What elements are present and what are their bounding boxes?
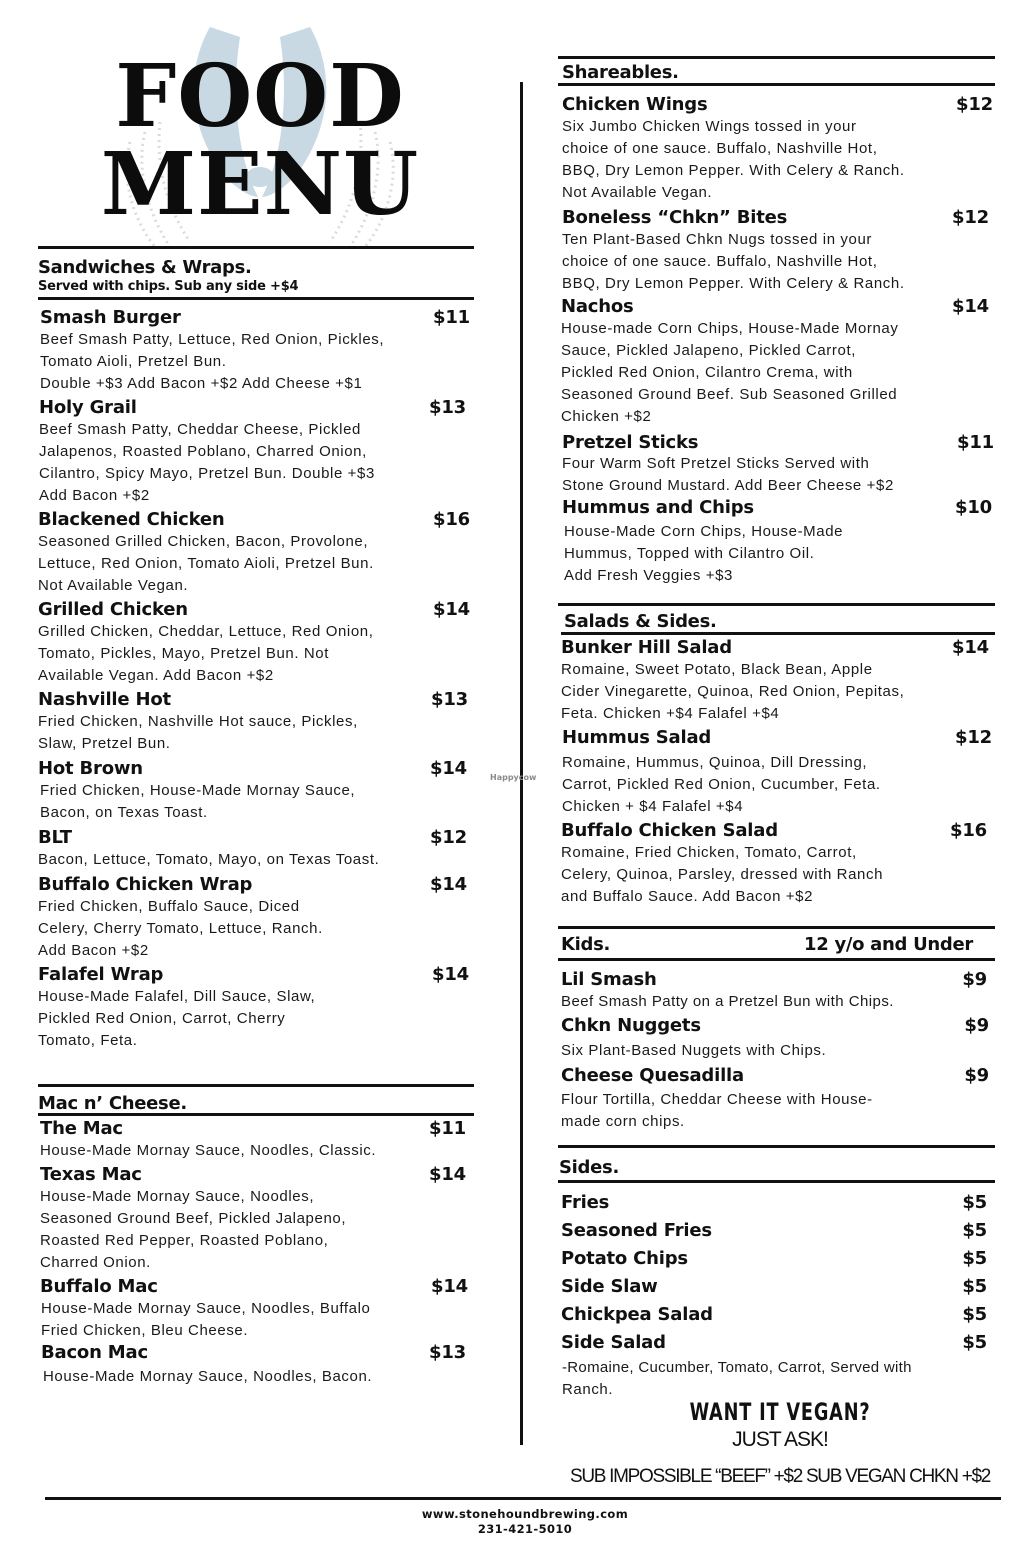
item-name: Cheese Quesadilla <box>561 1065 744 1086</box>
item-price: $14 <box>952 637 989 658</box>
item-desc: and Buffalo Sauce. Add Bacon +$2 <box>561 888 814 905</box>
item-price: $14 <box>430 874 467 895</box>
item-desc: Slaw, Pretzel Bun. <box>38 735 171 752</box>
section-title: Sides. <box>559 1157 619 1178</box>
section-title: Kids. <box>561 934 611 955</box>
section-rule <box>558 603 995 606</box>
item-price: $10 <box>955 497 992 518</box>
item-price: $9 <box>962 969 987 990</box>
item-desc: Six Jumbo Chicken Wings tossed in your <box>562 118 857 135</box>
watermark: Happycow <box>490 773 537 782</box>
section-title: Shareables. <box>562 62 679 83</box>
item-name: The Mac <box>40 1118 123 1139</box>
menu-item-fries <box>561 1189 995 1217</box>
item-desc: Chicken +$2 <box>561 408 652 425</box>
item-price: $11 <box>433 307 470 328</box>
item-desc: Celery, Cherry Tomato, Lettuce, Ranch. <box>38 920 323 937</box>
menu-hero <box>90 22 430 252</box>
item-desc: choice of one sauce. Buffalo, Nashville Hot, <box>562 253 878 270</box>
item-name: Lil Smash <box>561 969 657 990</box>
item-price: $14 <box>952 296 989 317</box>
item-desc: House-Made Mornay Sauce, Noodles, Classic. <box>40 1142 377 1159</box>
menu-item-bacon-mac <box>38 1342 474 1388</box>
section-kids <box>558 926 995 1148</box>
menu-item-side-slaw <box>561 1273 995 1301</box>
section-rule <box>38 1084 474 1087</box>
item-price: $9 <box>964 1015 989 1036</box>
menu-item-cheese-quesadilla <box>558 1065 995 1133</box>
item-desc: -Romaine, Cucumber, Tomato, Carrot, Served with <box>562 1359 912 1376</box>
item-price: $16 <box>950 820 987 841</box>
item-desc: Available Vegan. Add Bacon +$2 <box>38 667 274 684</box>
item-price: $12 <box>952 207 989 228</box>
item-name: Bacon Mac <box>41 1342 148 1363</box>
item-desc: Chicken + $4 Falafel +$4 <box>562 798 744 815</box>
item-desc: Bacon, Lettuce, Tomato, Mayo, on Texas Toast. <box>38 851 380 868</box>
item-name: Texas Mac <box>40 1164 142 1185</box>
item-price: $14 <box>430 758 467 779</box>
menu-item-blt <box>38 827 474 871</box>
item-desc: Ranch. <box>562 1381 614 1398</box>
item-desc: Tomato, Feta. <box>38 1032 138 1049</box>
item-desc: Not Available Vegan. <box>38 577 189 594</box>
item-name: Bunker Hill Salad <box>561 637 732 658</box>
footer <box>380 1507 670 1537</box>
item-price: $16 <box>433 509 470 530</box>
item-desc: Bacon, on Texas Toast. <box>40 804 208 821</box>
item-desc: Fried Chicken, Buffalo Sauce, Diced <box>38 898 300 915</box>
section-title: Salads & Sides. <box>564 611 717 632</box>
menu-item-grilled-chicken <box>38 599 474 687</box>
section-sandwiches-wraps <box>38 246 474 1052</box>
item-name: Buffalo Chicken Wrap <box>38 874 253 895</box>
item-name: Side Salad <box>561 1332 666 1353</box>
item-desc: Tomato Aioli, Pretzel Bun. <box>40 353 227 370</box>
item-name: Chicken Wings <box>562 94 708 115</box>
section-mac-n-cheese <box>38 1084 474 1388</box>
item-desc: Beef Smash Patty on a Pretzel Bun with Chips. <box>561 993 894 1010</box>
item-desc: Fried Chicken, Nashville Hot sauce, Pickles, <box>38 713 358 730</box>
item-desc: House-Made Mornay Sauce, Noodles, Bacon. <box>43 1368 373 1385</box>
section-title: Mac n’ Cheese. <box>38 1093 187 1114</box>
item-price: $14 <box>432 964 469 985</box>
item-price: $5 <box>962 1220 987 1241</box>
item-desc: made corn chips. <box>561 1113 685 1130</box>
item-desc: BBQ, Dry Lemon Pepper. With Celery & Ranch. <box>562 275 905 292</box>
menu-item-buffalo-chicken-wrap <box>38 874 474 962</box>
item-name: Falafel Wrap <box>38 964 164 985</box>
item-name: Pretzel Sticks <box>562 432 699 453</box>
item-desc: Tomato, Pickles, Mayo, Pretzel Bun. Not <box>38 645 330 662</box>
item-desc: Carrot, Pickled Red Onion, Cucumber, Feta. <box>562 776 881 793</box>
item-name: Fries <box>561 1192 610 1213</box>
item-desc: Romaine, Sweet Potato, Black Bean, Apple <box>561 661 873 678</box>
vegan-headline: WANT IT VEGAN? <box>689 1398 871 1426</box>
section-rule <box>558 1145 995 1148</box>
item-name: Buffalo Chicken Salad <box>561 820 778 841</box>
item-price: $12 <box>956 94 993 115</box>
section-sides <box>558 1157 995 1401</box>
menu-item-chkn-nuggets <box>558 1015 995 1062</box>
item-desc: choice of one sauce. Buffalo, Nashville Hot, <box>562 140 878 157</box>
item-desc: Celery, Quinoa, Parsley, dressed with Ranch <box>561 866 884 883</box>
menu-item-seasoned-fries <box>561 1217 995 1245</box>
menu-item-holy-grail <box>38 397 474 507</box>
item-desc: Double +$3 Add Bacon +$2 Add Cheese +$1 <box>40 375 363 392</box>
item-name: Chickpea Salad <box>561 1304 713 1325</box>
item-name: Hot Brown <box>38 758 143 779</box>
section-rule <box>38 297 474 300</box>
item-price: $5 <box>962 1304 987 1325</box>
left-column <box>38 246 474 1052</box>
menu-item-hot-brown <box>38 758 474 824</box>
item-desc: Beef Smash Patty, Cheddar Cheese, Pickled <box>39 421 361 438</box>
item-price: $12 <box>430 827 467 848</box>
item-name: Potato Chips <box>561 1248 688 1269</box>
item-name: Blackened Chicken <box>38 509 225 530</box>
menu-item-side-salad <box>561 1329 995 1357</box>
vegan-substitutions: SUB IMPOSSIBLE “BEEF” +$2 SUB VEGAN CHKN +$2 <box>569 1466 991 1487</box>
section-rule <box>38 246 474 249</box>
item-desc: House-Made Corn Chips, House-Made <box>564 523 844 540</box>
menu-item-chickpea-salad <box>561 1301 995 1329</box>
item-desc: House-made Corn Chips, House-Made Mornay <box>561 320 899 337</box>
item-desc: Fried Chicken, House-Made Mornay Sauce, <box>40 782 356 799</box>
item-desc: Romaine, Fried Chicken, Tomato, Carrot, <box>561 844 857 861</box>
item-name: Grilled Chicken <box>38 599 188 620</box>
menu-item-blackened-chicken <box>38 509 474 597</box>
item-desc: Beef Smash Patty, Lettuce, Red Onion, Pickles, <box>40 331 385 348</box>
item-desc: Lettuce, Red Onion, Tomato Aioli, Pretzel Bun. <box>38 555 374 572</box>
phone-number: 231-421-5010 <box>477 1522 573 1536</box>
menu-item-hummus-and-chips <box>558 497 995 587</box>
section-rule <box>558 926 995 929</box>
item-desc: Stone Ground Mustard. Add Beer Cheese +$2 <box>562 477 894 494</box>
menu-item-potato-chips <box>561 1245 995 1273</box>
item-price: $13 <box>429 1342 466 1363</box>
section-note: 12 y/o and Under <box>804 934 973 955</box>
item-name: Hummus Salad <box>562 727 712 748</box>
section-shareables <box>558 56 995 587</box>
item-desc: Hummus, Topped with Cilantro Oil. <box>564 545 815 562</box>
item-price: $5 <box>962 1192 987 1213</box>
menu-item-lil-smash <box>558 969 995 1013</box>
item-name: Boneless “Chkn” Bites <box>562 207 788 228</box>
item-desc: Add Bacon +$2 <box>39 487 150 504</box>
item-desc: Romaine, Hummus, Quinoa, Dill Dressing, <box>562 754 868 771</box>
item-name: Buffalo Mac <box>40 1276 158 1297</box>
item-price: $13 <box>431 689 468 710</box>
item-name: Chkn Nuggets <box>561 1015 701 1036</box>
section-rule <box>558 958 995 961</box>
item-name: Nashville Hot <box>38 689 171 710</box>
item-price: $5 <box>962 1248 987 1269</box>
item-desc: Seasoned Grilled Chicken, Bacon, Provolone, <box>38 533 369 550</box>
menu-item-smash-burger <box>38 307 474 395</box>
menu-item-bunker-hill-salad <box>558 637 995 725</box>
menu-item-chicken-wings <box>558 94 995 204</box>
menu-item-pretzel-sticks <box>558 433 995 497</box>
menu-item-nachos <box>558 296 995 428</box>
item-desc: Seasoned Ground Beef. Sub Seasoned Grilled <box>561 386 898 403</box>
item-desc: Sauce, Pickled Jalapeno, Pickled Carrot, <box>561 342 856 359</box>
menu-title-line2: MENU <box>100 134 420 235</box>
item-desc: Add Bacon +$2 <box>38 942 149 959</box>
menu-item-buffalo-mac <box>38 1276 474 1342</box>
item-name: Seasoned Fries <box>561 1220 712 1241</box>
menu-title-line1: FOOD <box>115 46 405 147</box>
item-desc: House-Made Mornay Sauce, Noodles, <box>40 1188 315 1205</box>
item-desc: Jalapenos, Roasted Poblano, Charred Onion, <box>39 443 367 460</box>
section-title: Sandwiches & Wraps. <box>38 257 252 278</box>
item-desc: Flour Tortilla, Cheddar Cheese with House- <box>561 1091 873 1108</box>
item-name: Side Slaw <box>561 1276 658 1297</box>
item-name: BLT <box>38 827 72 848</box>
item-desc: Grilled Chicken, Cheddar, Lettuce, Red Onion, <box>38 623 374 640</box>
item-price: $9 <box>964 1065 989 1086</box>
vegan-subheadline: JUST ASK! <box>732 1428 828 1451</box>
column-divider <box>520 82 523 1445</box>
item-desc: Pickled Red Onion, Cilantro Crema, with <box>561 364 853 381</box>
item-price: $14 <box>433 599 470 620</box>
item-name: Hummus and Chips <box>562 497 754 518</box>
menu-item-boneless-chkn-bites <box>558 207 995 295</box>
item-desc: Charred Onion. <box>40 1254 151 1271</box>
menu-item-nashville-hot <box>38 689 474 755</box>
item-price: $11 <box>429 1118 466 1139</box>
item-price: $14 <box>431 1276 468 1297</box>
item-desc: Roasted Red Pepper, Roasted Poblano, <box>40 1232 329 1249</box>
item-price: $12 <box>955 727 992 748</box>
item-desc: Fried Chicken, Bleu Cheese. <box>41 1322 249 1339</box>
item-name: Nachos <box>561 296 634 317</box>
item-desc: Seasoned Ground Beef, Pickled Jalapeno, <box>40 1210 347 1227</box>
item-desc: Add Fresh Veggies +$3 <box>564 567 733 584</box>
item-desc: Ten Plant-Based Chkn Nugs tossed in your <box>562 231 872 248</box>
section-rule <box>558 56 995 59</box>
item-price: $5 <box>962 1276 987 1297</box>
item-name: Smash Burger <box>40 307 181 328</box>
item-price: $14 <box>429 1164 466 1185</box>
section-salads-sides <box>558 603 995 908</box>
item-desc: Pickled Red Onion, Carrot, Cherry <box>38 1010 286 1027</box>
item-desc: Cilantro, Spicy Mayo, Pretzel Bun. Double +$3 <box>39 465 375 482</box>
item-name: Holy Grail <box>39 397 137 418</box>
menu-item-hummus-salad <box>558 727 995 818</box>
menu-item-falafel-wrap <box>38 964 474 1052</box>
section-subtitle: Served with chips. Sub any side +$4 <box>38 279 299 294</box>
item-desc: House-Made Falafel, Dill Sauce, Slaw, <box>38 988 316 1005</box>
item-desc: Not Available Vegan. <box>562 184 713 201</box>
sides-list <box>558 1189 995 1401</box>
website-link[interactable]: www.stonehoundbrewing.com <box>421 1507 629 1521</box>
menu-item-buffalo-chicken-salad <box>558 820 995 908</box>
item-desc: Cider Vinegarette, Quinoa, Red Onion, Pepitas, <box>561 683 905 700</box>
item-price: $13 <box>429 397 466 418</box>
footer-rule <box>45 1497 1001 1500</box>
section-title-row <box>558 934 995 956</box>
item-desc: Feta. Chicken +$4 Falafel +$4 <box>561 705 780 722</box>
menu-item-the-mac <box>38 1118 474 1162</box>
menu-item-texas-mac <box>38 1164 474 1274</box>
section-rule <box>558 1180 995 1183</box>
item-price: $11 <box>957 432 994 453</box>
item-desc: House-Made Mornay Sauce, Noodles, Buffalo <box>41 1300 371 1317</box>
item-desc: Six Plant-Based Nuggets with Chips. <box>561 1042 827 1059</box>
item-desc: Four Warm Soft Pretzel Sticks Served with <box>562 455 870 472</box>
item-desc: BBQ, Dry Lemon Pepper. With Celery & Ranch. <box>562 162 905 179</box>
item-price: $5 <box>962 1332 987 1353</box>
